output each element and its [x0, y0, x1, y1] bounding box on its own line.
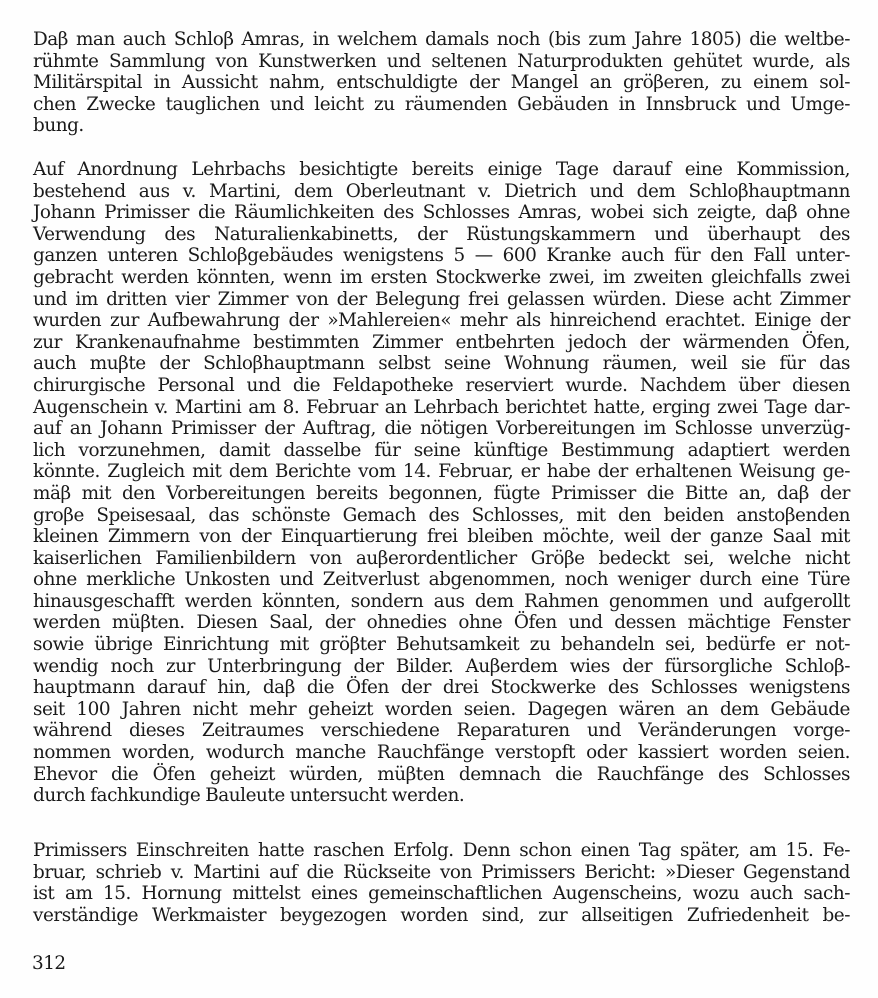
text-line: chen Zwecke tauglichen und leicht zu räumenden Gebäuden in Innsbruck und Umge- [33, 93, 850, 115]
text-line: Daβ man auch Schloβ Amras, in welchem damals noch (bis zum Jahre 1805) die weltbe- [33, 29, 850, 50]
page-number: 312 [32, 953, 66, 974]
text-line: auf an Johann Primisser der Auftrag, die nötigen Vorbereitungen im Schlosse unverzüg- [33, 418, 850, 440]
text-line: bung. [33, 115, 84, 137]
text-line: Militärspital in Aussicht nahm, entschuldigte der Mangel an gröβeren, zu einem sol- [33, 72, 850, 94]
text-line: auch muβte der Schloβhauptmann selbst seine Wohnung räumen, weil sie für das [33, 353, 850, 375]
paragraph-2 [33, 159, 850, 807]
text-line: hinausgeschafft werden könnten, sondern aus dem Rahmen genommen und aufgerollt [33, 590, 850, 612]
text-line: nommen worden, wodurch manche Rauchfänge verstopft oder kassiert worden seien. [33, 742, 850, 764]
text-line: sowie übrige Einrichtung mit gröβter Behutsamkeit zu behandeln sei, bedürfe er not- [33, 634, 850, 656]
text-line: rühmte Sammlung von Kunstwerken und seltenen Naturprodukten gehütet wurde, als [33, 50, 850, 72]
text-line: bruar, schrieb v. Martini auf die Rückseite von Primissers Bericht: »Dieser Gegenstand [33, 861, 850, 883]
paragraph-3 [33, 840, 850, 926]
text-line: Ehevor die Öfen geheizt würden, müβten demnach die Rauchfänge des Schlosses [33, 763, 850, 785]
text-line: Verwendung des Naturalienkabinetts, der Rüstungskammern und überhaupt des [33, 223, 850, 245]
text-line: wurden zur Aufbewahrung der »Mahlereien« mehr als hinreichend erachtet. Einige der [33, 310, 850, 332]
text-line: Primissers Einschreiten hatte raschen Erfolg. Denn schon einen Tag später, am 15. Fe- [33, 840, 850, 861]
paragraph-1 [33, 29, 850, 137]
text-line: kleinen Zimmern von der Einquartierung frei bleiben möchte, weil der ganze Saal mit [33, 526, 850, 548]
text-line: seit 100 Jahren nicht mehr geheizt worden seien. Dagegen wären an dem Gebäude [33, 698, 850, 720]
text-line: könnte. Zugleich mit dem Berichte vom 14. Februar, er habe der erhaltenen Weisung ge- [33, 461, 850, 483]
text-line: durch fachkundige Bauleute untersucht werden. [33, 785, 465, 807]
text-line: Auf Anordnung Lehrbachs besichtigte bereits einige Tage darauf eine Kommission, [33, 159, 850, 180]
text-line: während dieses Zeitraumes verschiedene Reparaturen und Veränderungen vorge- [33, 720, 850, 742]
text-line: verständige Werkmaister beygezogen worden sind, zur allseitigen Zufriedenheit be- [33, 904, 850, 926]
text-line: ganzen unteren Schloβgebäudes wenigstens 5 — 600 Kranke auch für den Fall unter- [33, 245, 850, 267]
text-line: mäβ mit den Vorbereitungen bereits begonnen, fügte Primisser die Bitte an, daβ der [33, 482, 850, 504]
text-line: bestehend aus v. Martini, dem Oberleutnant v. Dietrich und dem Schloβhauptmann [33, 180, 850, 202]
text-line: zur Krankenaufnahme bestimmten Zimmer entbehrten jedoch der wärmenden Öfen, [33, 331, 850, 353]
text-line: Augenschein v. Martini am 8. Februar an Lehrbach berichtet hatte, erging zwei Tage dar- [33, 396, 850, 418]
text-line: ohne merkliche Unkosten und Zeitverlust abgenommen, noch weniger durch eine Türe [33, 569, 850, 591]
text-line: hauptmann darauf hin, daβ die Öfen der drei Stockwerke des Schlosses wenigstens [33, 677, 850, 699]
text-line: wendig noch zur Unterbringung der Bilder. Auβerdem wies der fürsorgliche Schloβ- [33, 655, 850, 677]
text-line: gebracht werden könnten, wenn im ersten Stockwerke zwei, im zweiten gleichfalls zwei [33, 266, 850, 288]
text-line: groβe Speisesaal, das schönste Gemach des Schlosses, mit den beiden anstoβenden [33, 504, 850, 526]
text-line: werden müβten. Diesen Saal, der ohnedies ohne Öfen und dessen mächtige Fenster [33, 612, 850, 634]
text-line: chirurgische Personal und die Feldapotheke reserviert wurde. Nachdem über diesen [33, 374, 850, 396]
text-line: ist am 15. Hornung mittelst eines gemeinschaftlichen Augenscheins, wozu auch sach- [33, 883, 850, 905]
text-line: Johann Primisser die Räumlichkeiten des Schlosses Amras, wobei sich zeigte, daβ ohne [33, 202, 850, 224]
text-line: und im dritten vier Zimmer von der Belegung frei gelassen würden. Diese acht Zimmer [33, 288, 850, 310]
text-line: kaiserlichen Familienbildern von auβerordentlicher Gröβe bedeckt sei, welche nicht [33, 547, 850, 569]
text-line: lich vorzunehmen, damit dasselbe für seine künftige Bestimmung adaptiert werden [33, 439, 850, 461]
